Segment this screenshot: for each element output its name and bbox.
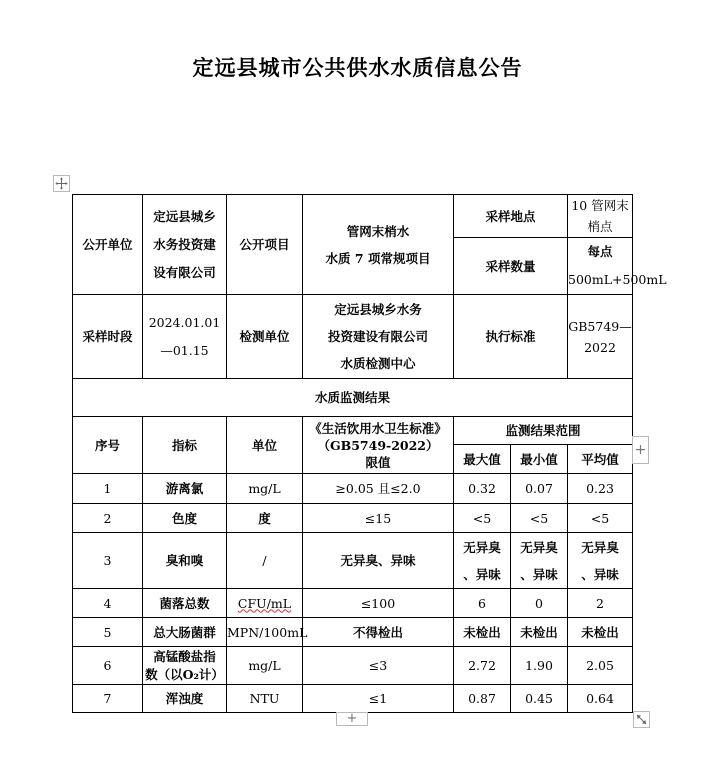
- cell-no: 5: [73, 618, 143, 647]
- cell-min: 0: [511, 589, 568, 618]
- cell-unit: 度: [227, 504, 303, 533]
- table-row: [73, 589, 633, 618]
- cell-unit: NTU: [227, 685, 303, 713]
- resize-icon: [635, 713, 648, 726]
- header-min: 最小值: [511, 445, 568, 474]
- plus-icon: +: [346, 711, 358, 726]
- cell-unit: mg/L: [227, 647, 303, 685]
- water-quality-table: [72, 194, 667, 713]
- testing-unit-label: 检测单位: [227, 295, 303, 379]
- cell-max: 未检出: [454, 618, 511, 647]
- cell-limit: 无异臭、异味: [303, 533, 454, 589]
- standard-value: GB5749—2022: [568, 295, 633, 379]
- cell-avg: 未检出: [568, 618, 633, 647]
- cell-avg: <5: [568, 504, 633, 533]
- public-project-value: 管网末梢水 水质 7 项常规项目: [303, 195, 454, 295]
- spell-check-underline: CFU/mL: [237, 595, 292, 611]
- cell-avg: 无异臭 、异味: [568, 533, 633, 589]
- cell-min: 未检出: [511, 618, 568, 647]
- cell-min: 0.07: [511, 474, 568, 504]
- header-avg: 平均值: [568, 445, 633, 474]
- add-row-button[interactable]: [336, 712, 368, 726]
- cell-min: 0.45: [511, 685, 568, 713]
- header-unit: 单位: [227, 417, 303, 474]
- testing-unit-value: 定远县城乡水务 投资建设有限公司 水质检测中心: [303, 295, 454, 379]
- cell-unit: MPN/100mL: [227, 618, 303, 647]
- cell-no: 3: [73, 533, 143, 589]
- results-section-title: 水质监测结果: [73, 379, 633, 417]
- table-row: [73, 504, 633, 533]
- sampling-quantity-value: 每点 500mL+500mL: [568, 238, 633, 295]
- cell-max: 2.72: [454, 647, 511, 685]
- cell-indicator: 浑浊度: [143, 685, 227, 713]
- cell-limit: ≤15: [303, 504, 454, 533]
- table-row: [73, 647, 633, 685]
- sampling-quantity-label: 采样数量: [454, 238, 568, 295]
- cell-indicator: 游离氯: [143, 474, 227, 504]
- cell-unit: mg/L: [227, 474, 303, 504]
- table-row: [73, 618, 633, 647]
- cell-min: <5: [511, 504, 568, 533]
- cell-limit: ≤100: [303, 589, 454, 618]
- header-max: 最大值: [454, 445, 511, 474]
- cell-avg: 0.23: [568, 474, 633, 504]
- table-row: [73, 533, 633, 589]
- cell-max: 0.87: [454, 685, 511, 713]
- standard-label: 执行标准: [454, 295, 568, 379]
- sampling-period-label: 采样时段: [73, 295, 143, 379]
- cell-no: 1: [73, 474, 143, 504]
- public-unit-value: 定远县城乡 水务投资建 设有限公司: [143, 195, 227, 295]
- public-project-label: 公开项目: [227, 195, 303, 295]
- cell-avg: 2: [568, 589, 633, 618]
- add-column-button[interactable]: [632, 436, 649, 464]
- cell-limit: ≤1: [303, 685, 454, 713]
- plus-icon: +: [634, 442, 647, 458]
- cell-no: 2: [73, 504, 143, 533]
- cell-max: 0.32: [454, 474, 511, 504]
- header-range: 监测结果范围: [454, 417, 633, 445]
- cell-max: 6: [454, 589, 511, 618]
- cell-indicator: 色度: [143, 504, 227, 533]
- cell-indicator: 总大肠菌群: [143, 618, 227, 647]
- cell-indicator: 高锰酸盐指 数（以O₂计）: [143, 647, 227, 685]
- cell-avg: 0.64: [568, 685, 633, 713]
- cell-no: 6: [73, 647, 143, 685]
- cell-limit: ≤3: [303, 647, 454, 685]
- cell-min: 无异臭 、异味: [511, 533, 568, 589]
- cell-no: 4: [73, 589, 143, 618]
- sampling-site-label: 采样地点: [454, 195, 568, 238]
- public-unit-label: 公开单位: [73, 195, 143, 295]
- cell-unit: [227, 589, 303, 618]
- page-title: 定远县城市公共供水水质信息公告: [192, 55, 523, 80]
- cell-max: <5: [454, 504, 511, 533]
- header-no: 序号: [73, 417, 143, 474]
- table-resize-handle[interactable]: [633, 711, 650, 728]
- table-move-handle[interactable]: [53, 175, 70, 192]
- header-limit: 《生活饮用水卫生标准》 （GB5749-2022） 限值: [303, 417, 454, 474]
- cell-indicator: 菌落总数: [143, 589, 227, 618]
- table-row: [73, 685, 633, 713]
- cell-avg: 2.05: [568, 647, 633, 685]
- sampling-period-value: 2024.01.01 —01.15: [143, 295, 227, 379]
- sampling-site-value: 10 管网末梢点: [568, 195, 633, 238]
- cell-min: 1.90: [511, 647, 568, 685]
- cell-max: 无异臭 、异味: [454, 533, 511, 589]
- move-icon: [55, 177, 68, 190]
- cell-no: 7: [73, 685, 143, 713]
- cell-limit: 不得检出: [303, 618, 454, 647]
- header-indicator: 指标: [143, 417, 227, 474]
- cell-unit: /: [227, 533, 303, 589]
- cell-indicator: 臭和嗅: [143, 533, 227, 589]
- table-row: [73, 474, 633, 504]
- cell-limit: ≥0.05 且≤2.0: [303, 474, 454, 504]
